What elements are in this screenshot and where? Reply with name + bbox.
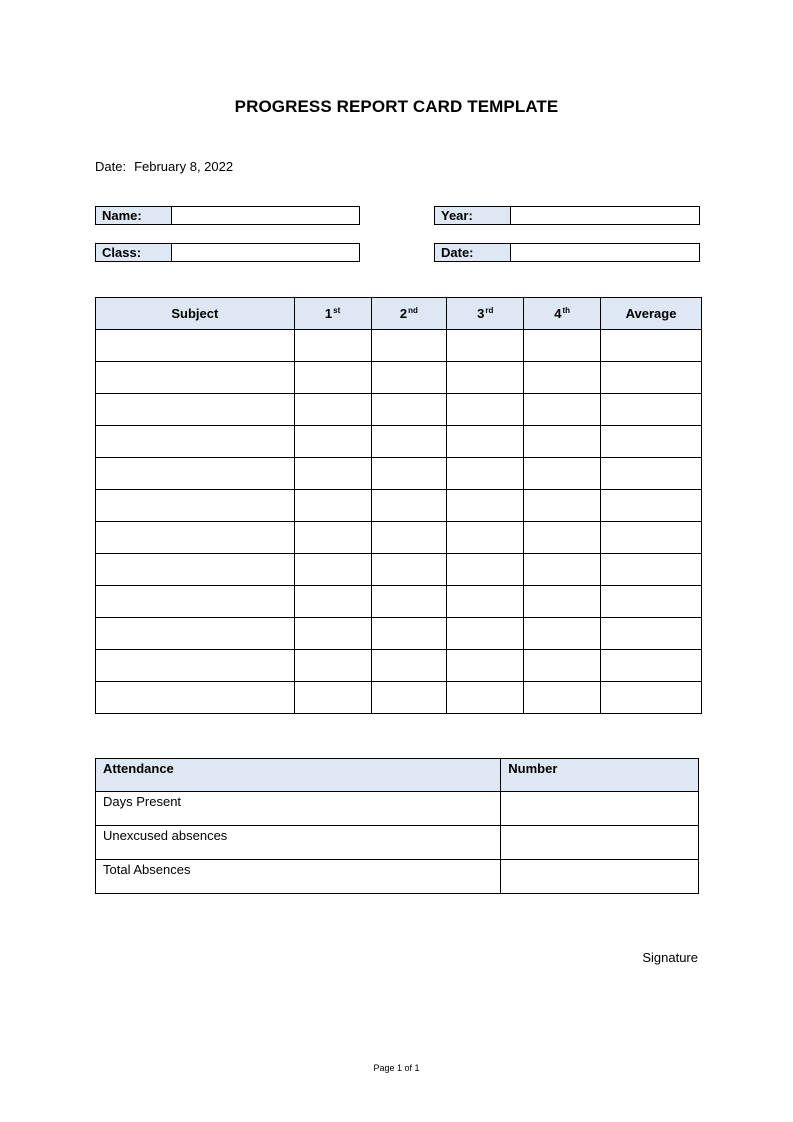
subject-cell[interactable] — [96, 490, 295, 522]
quarter-3-cell[interactable] — [447, 362, 524, 394]
table-row — [96, 426, 702, 458]
quarter-3-number: 3 — [477, 306, 485, 321]
average-cell[interactable] — [601, 330, 702, 362]
date-label: Date: — [95, 159, 127, 174]
unexcused-absences-label: Unexcused absences — [96, 826, 501, 860]
subject-header: Subject — [96, 298, 295, 330]
quarter-1-cell[interactable] — [294, 394, 371, 426]
quarter-4-cell[interactable] — [524, 522, 601, 554]
quarter-2-cell[interactable] — [371, 522, 447, 554]
table-row — [96, 860, 699, 894]
quarter-4-cell[interactable] — [524, 458, 601, 490]
quarter-1-cell[interactable] — [294, 362, 371, 394]
days-present-value-cell[interactable] — [501, 792, 699, 826]
quarter-2-cell[interactable] — [371, 458, 447, 490]
quarter-2-suffix: nd — [408, 306, 418, 315]
attendance-table — [95, 758, 699, 894]
quarter-3-cell[interactable] — [447, 330, 524, 362]
quarter-3-cell[interactable] — [447, 586, 524, 618]
quarter-4-cell[interactable] — [524, 586, 601, 618]
days-present-label: Days Present — [96, 792, 501, 826]
quarter-1-cell[interactable] — [294, 586, 371, 618]
date-field — [434, 243, 700, 262]
quarter-4-cell[interactable] — [524, 394, 601, 426]
quarter-2-cell[interactable] — [371, 394, 447, 426]
average-cell[interactable] — [601, 554, 702, 586]
quarter-3-cell[interactable] — [447, 426, 524, 458]
quarter-3-cell[interactable] — [447, 618, 524, 650]
class-field — [95, 243, 360, 262]
average-header: Average — [601, 298, 702, 330]
table-row — [96, 458, 702, 490]
subject-cell[interactable] — [96, 554, 295, 586]
grades-table — [95, 297, 702, 714]
date-value: February 8, 2022 — [134, 159, 234, 174]
page-footer: Page 1 of 1 — [373, 1063, 420, 1073]
total-absences-label: Total Absences — [96, 860, 501, 894]
average-cell[interactable] — [601, 362, 702, 394]
table-row — [96, 554, 702, 586]
quarter-4-cell[interactable] — [524, 426, 601, 458]
quarter-3-cell[interactable] — [447, 554, 524, 586]
year-label: Year: — [435, 207, 511, 224]
date-line — [95, 159, 233, 174]
table-row — [96, 330, 702, 362]
attendance-header-row — [96, 759, 699, 792]
quarter-3-cell[interactable] — [447, 682, 524, 714]
subject-cell[interactable] — [96, 394, 295, 426]
average-cell[interactable] — [601, 586, 702, 618]
signature-label: Signature — [642, 950, 698, 965]
quarter-1-cell[interactable] — [294, 330, 371, 362]
table-row — [96, 792, 699, 826]
quarter-2-cell[interactable] — [371, 362, 447, 394]
table-row — [96, 618, 702, 650]
total-absences-value-cell[interactable] — [501, 860, 699, 894]
quarter-2-cell[interactable] — [371, 490, 447, 522]
subject-cell[interactable] — [96, 682, 295, 714]
date-input[interactable] — [511, 244, 699, 261]
average-cell[interactable] — [601, 650, 702, 682]
quarter-4-header — [524, 298, 601, 330]
year-field — [434, 206, 700, 225]
quarter-2-cell[interactable] — [371, 618, 447, 650]
table-row — [96, 394, 702, 426]
quarter-1-cell[interactable] — [294, 682, 371, 714]
quarter-1-cell[interactable] — [294, 618, 371, 650]
quarter-1-cell[interactable] — [294, 554, 371, 586]
quarter-1-cell[interactable] — [294, 650, 371, 682]
subject-cell[interactable] — [96, 586, 295, 618]
quarter-2-header — [371, 298, 447, 330]
subject-cell[interactable] — [96, 330, 295, 362]
quarter-4-cell[interactable] — [524, 362, 601, 394]
quarter-3-cell[interactable] — [447, 458, 524, 490]
average-cell[interactable] — [601, 490, 702, 522]
unexcused-absences-value-cell[interactable] — [501, 826, 699, 860]
average-cell[interactable] — [601, 522, 702, 554]
quarter-1-cell[interactable] — [294, 490, 371, 522]
class-label: Class: — [96, 244, 172, 261]
quarter-4-cell[interactable] — [524, 490, 601, 522]
average-cell[interactable] — [601, 394, 702, 426]
page-title: PROGRESS REPORT CARD TEMPLATE — [234, 97, 559, 116]
quarter-4-cell[interactable] — [524, 650, 601, 682]
table-row — [96, 650, 702, 682]
quarter-2-cell[interactable] — [371, 554, 447, 586]
table-row — [96, 490, 702, 522]
quarter-3-cell[interactable] — [447, 490, 524, 522]
quarter-2-number: 2 — [399, 306, 408, 321]
quarter-4-suffix: th — [562, 306, 571, 315]
subject-cell[interactable] — [96, 650, 295, 682]
quarter-2-cell[interactable] — [371, 426, 447, 458]
subject-cell[interactable] — [96, 426, 295, 458]
quarter-1-cell[interactable] — [294, 458, 371, 490]
quarter-4-cell[interactable] — [524, 682, 601, 714]
subject-cell[interactable] — [96, 362, 295, 394]
average-cell[interactable] — [601, 618, 702, 650]
attendance-header: Attendance — [96, 759, 501, 792]
quarter-4-cell[interactable] — [524, 330, 601, 362]
date-field-label: Date: — [435, 244, 511, 261]
subject-cell[interactable] — [96, 458, 295, 490]
quarter-2-cell[interactable] — [371, 586, 447, 618]
table-row — [96, 826, 699, 860]
quarter-2-cell[interactable] — [371, 682, 447, 714]
name-input[interactable] — [172, 207, 359, 224]
quarter-1-suffix: st — [333, 306, 341, 315]
quarter-1-cell[interactable] — [294, 426, 371, 458]
quarter-1-cell[interactable] — [294, 522, 371, 554]
table-row — [96, 522, 702, 554]
quarter-2-cell[interactable] — [371, 330, 447, 362]
quarter-4-number: 4 — [554, 306, 562, 321]
table-row — [96, 362, 702, 394]
quarter-1-header — [294, 298, 371, 330]
quarter-3-cell[interactable] — [447, 394, 524, 426]
average-cell[interactable] — [601, 682, 702, 714]
average-cell[interactable] — [601, 458, 702, 490]
name-field — [95, 206, 360, 225]
quarter-1-number: 1 — [324, 306, 333, 321]
number-header: Number — [501, 759, 699, 792]
quarter-3-cell[interactable] — [447, 650, 524, 682]
name-label: Name: — [96, 207, 172, 224]
class-input[interactable] — [172, 244, 359, 261]
quarter-2-cell[interactable] — [371, 650, 447, 682]
subject-cell[interactable] — [96, 618, 295, 650]
quarter-3-suffix: rd — [485, 306, 494, 315]
year-input[interactable] — [511, 207, 699, 224]
grades-header-row — [96, 298, 702, 330]
quarter-4-cell[interactable] — [524, 618, 601, 650]
table-row — [96, 586, 702, 618]
table-row — [96, 682, 702, 714]
quarter-3-cell[interactable] — [447, 522, 524, 554]
average-cell[interactable] — [601, 426, 702, 458]
subject-cell[interactable] — [96, 522, 295, 554]
quarter-4-cell[interactable] — [524, 554, 601, 586]
quarter-3-header — [447, 298, 524, 330]
